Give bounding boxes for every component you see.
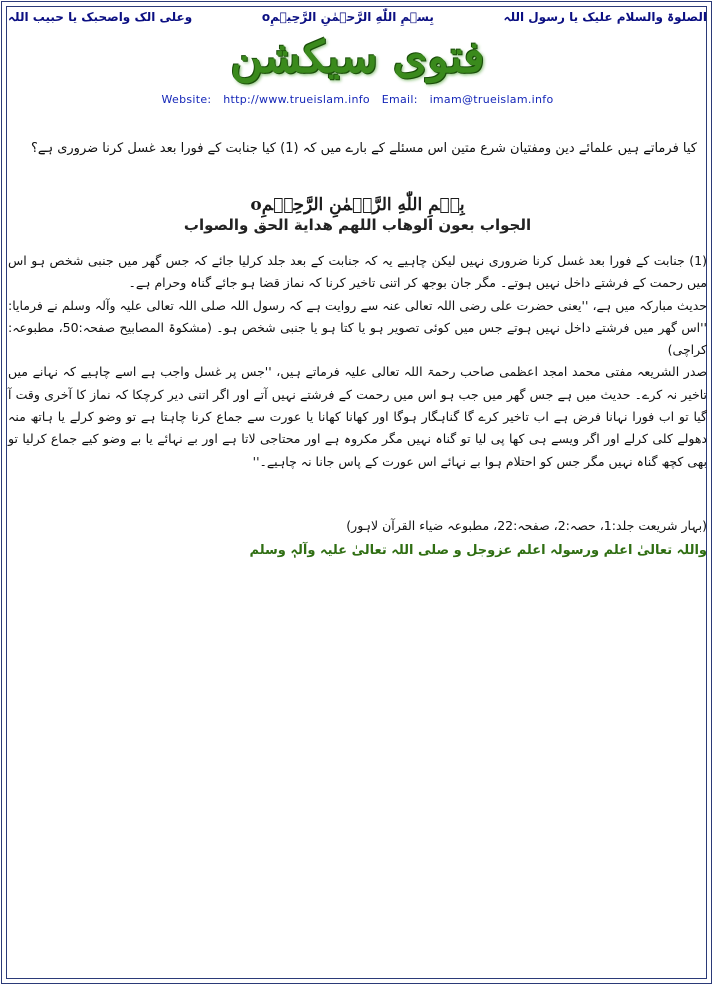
contact-line (0, 93, 715, 106)
website-link[interactable]: http://www.trueislam.info (223, 93, 370, 106)
answer-paragraph: صدر الشریعہ مفتی محمد امجد اعظمی صاحب رحمۃ اللہ تعالی علیہ فرماتے ہیں، ''جس پر غسل واجب ہے اسے چاہیے کہ نہانے میں تاخیر نہ کرے۔ حدیث میں ہے جس گھر میں جب ہو اس میں رحمت کے فرشتے نہیں آتے اور اگر اتنی دیر کرچکا کہ نماز کا آخری وقت آ گیا تو اب فورا نہانا فرض ہے اب تاخیر کرے گا گناہگار ہوگا اور کھانا کھانا یا عورت سے جماع کرنا چاہتا ہے تو وضو کرلے یا ہاتھ منہ دھولے کلی کرلے اور اگر ویسے ہی کھا پی لیا تو گناہ نہیں مگر مکروہ ہے اور محتاجی لاتا ہے اور بے نہائے یا بے وضو کیے جماع کرلیا تو بھی کچھ گناہ نہیں مگر جس کو احتلام ہوا بے نہائے اس عورت کے پاس جانا نہ چاہیے۔'' (8, 364, 707, 469)
page-title: فتوی سیکشن (230, 32, 485, 83)
answer-heading: الجواب بعون الوهاب اللهم هداية الحق والصواب (183, 216, 532, 234)
header-line (8, 8, 707, 26)
header-bismillah: بِسۡمِ اللّٰهِ الرَّحۡمٰنِ الرَّحِیۡمِo (261, 10, 434, 24)
reference-citation: (بہار شریعت جلد:1، حصہ:2، صفحہ:22، مطبوعہ ضیاء القرآن لاہور) (346, 518, 707, 533)
header-salutation: الصلوۃ والسلام علیک یا رسول اللہ (503, 10, 707, 24)
header-dua: وعلی الک واصحبک یا حبیب اللہ (8, 10, 193, 24)
email-label: Email: (381, 93, 418, 106)
answer-paragraph: (1) جنابت کے فورا بعد غسل کرنا ضروری نہیں لیکن چاہیے یہ کہ جنابت کے بعد جلد کرلیا جائے کہ جس گھر میں جنبی شخص ہو اس میں رحمت کے فرشتے داخل نہیں ہوتے۔ مگر جان بوجھ کر اتنی تاخیر کرنا کہ نماز قضا ہو جائے گناہ وحرام ہے۔ (8, 253, 707, 291)
answer-body (8, 250, 707, 473)
answer-paragraph: حدیث مبارکہ میں ہے، ''یعنی حضرت علی رضی اللہ تعالی عنہ سے روایت ہے کہ رسول اللہ صلی اللہ تعالی علیہ وآلہ وسلم نے فرمایا: ''اس گھر میں فرشتے داخل نہیں ہوتے جس میں کوئی تصویر ہو یا کتا ہو یا جنبی شخص ہو۔ (مشکوۃ المصابیح صفحہ:50، مطبوعہ: کراچی) (8, 297, 707, 358)
website-label: Website: (161, 93, 212, 106)
answer-bismillah: بِسۡمِ اللّٰهِ الرَّحۡمٰنِ الرَّحِیۡمِo (250, 195, 465, 215)
closing-dua: واللہ تعالیٰ اعلم ورسولہ اعلم عزوجل و صلی اللہ تعالیٰ علیہ وآلہٖ وسلم (249, 543, 707, 558)
email-link[interactable]: imam@trueislam.info (429, 93, 554, 106)
question-text: کیا فرماتے ہیں علمائے دین ومفتیان شرع متین اس مسئلے کے بارے میں کہ (1) کیا جنابت کے فورا بعد غسل کرنا ضروری ہے؟ (30, 141, 697, 156)
